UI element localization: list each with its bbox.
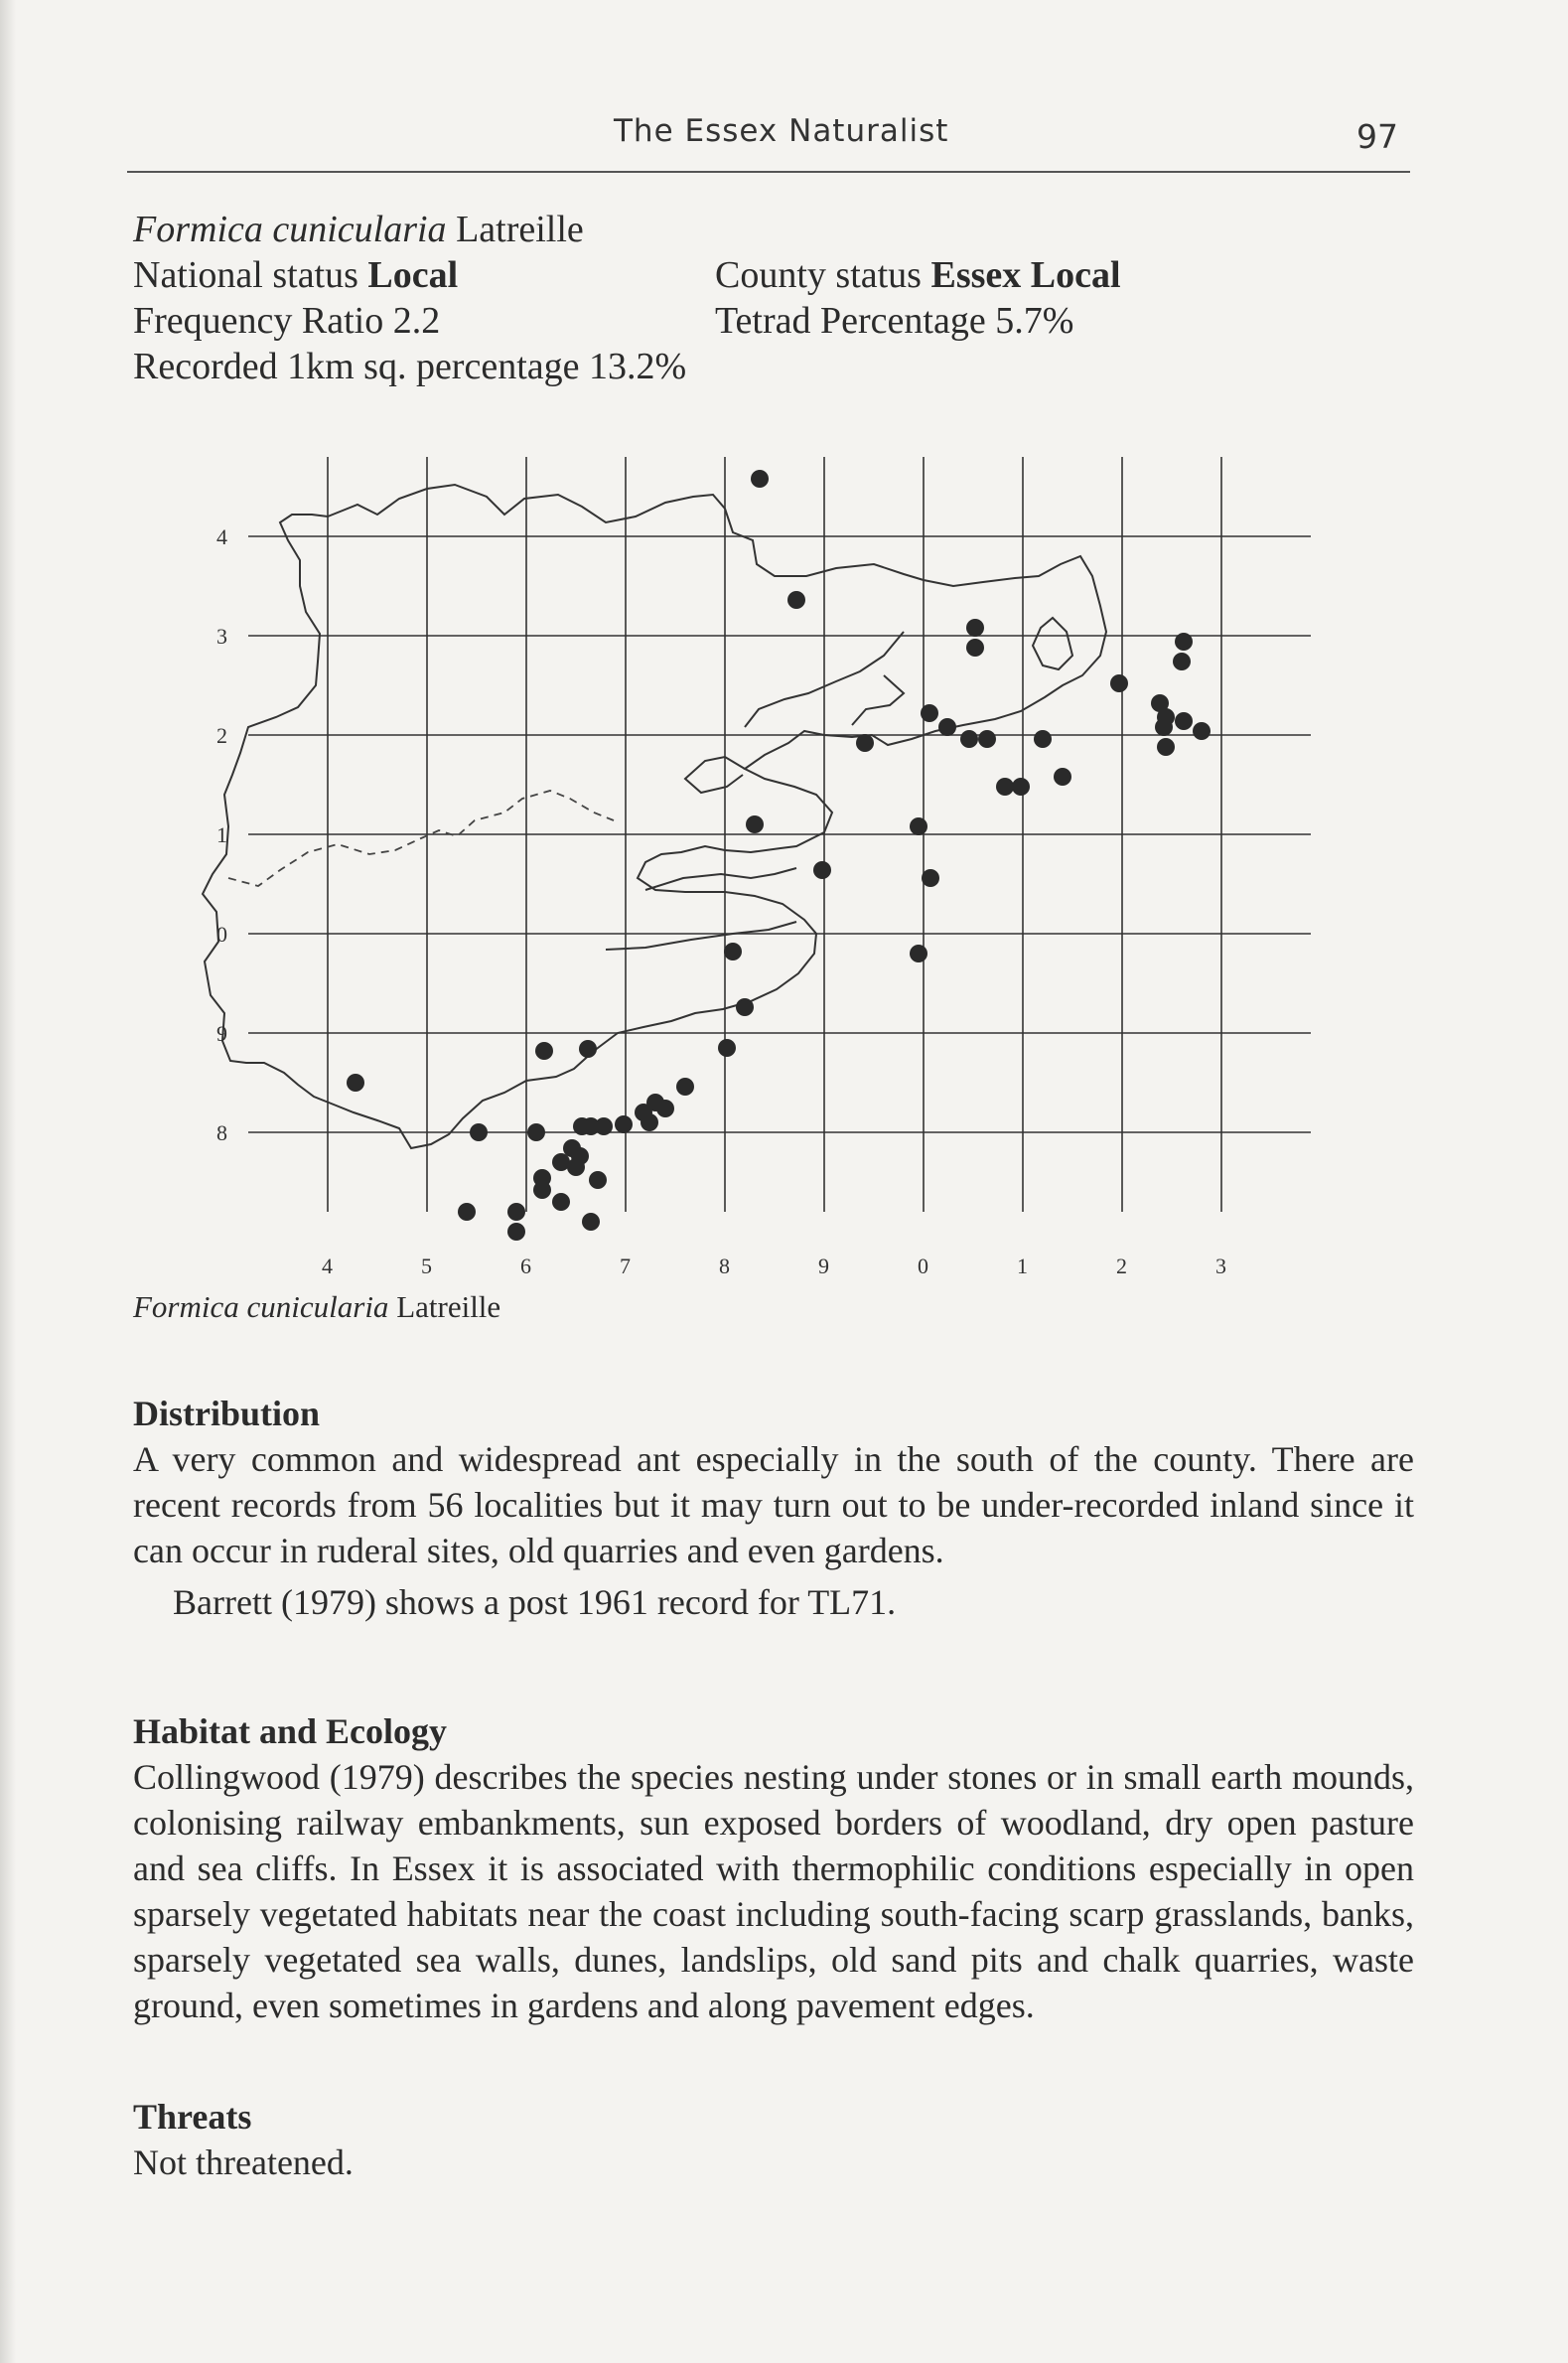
county-outline xyxy=(203,485,1106,1148)
record-dot xyxy=(533,1181,551,1199)
record-dot xyxy=(787,591,805,609)
species-author: Latreille xyxy=(456,209,584,250)
record-dots xyxy=(347,470,1211,1241)
column-label: 0 xyxy=(918,1254,928,1278)
record-dot xyxy=(910,817,927,835)
row-label: 0 xyxy=(216,922,227,947)
record-dot xyxy=(938,718,956,736)
tetrad-percentage-value: 5.7% xyxy=(995,300,1074,342)
record-dot xyxy=(641,1113,658,1131)
record-dot xyxy=(921,704,938,722)
row-label: 2 xyxy=(216,723,227,748)
record-dot xyxy=(676,1078,694,1096)
county-coastline xyxy=(203,485,1106,1148)
national-status-label: National status xyxy=(133,254,358,296)
distribution-paragraph-1: A very common and widespread ant especially in the south of the county. There are recent records from 56 localities but it may turn out to be under-recorded inland since it can occur in ruderal sites, old quarries and even gardens. xyxy=(133,1439,1414,1570)
row-label: 4 xyxy=(216,524,227,549)
record-dot xyxy=(966,619,984,637)
tetrad-percentage xyxy=(715,298,1073,344)
estuary-south xyxy=(606,868,796,950)
record-dot xyxy=(996,778,1014,796)
record-dot xyxy=(1193,722,1211,740)
distribution-section xyxy=(133,1391,1414,1625)
species-title xyxy=(133,207,584,252)
column-label: 1 xyxy=(1017,1254,1028,1278)
estuary-middle xyxy=(685,757,745,793)
page-number: 97 xyxy=(1356,117,1398,156)
threats-paragraph: Not threatened. xyxy=(133,2142,354,2182)
national-status-value: Local xyxy=(367,254,459,296)
county-status xyxy=(715,252,1121,298)
row-label: 8 xyxy=(216,1120,227,1145)
record-dot xyxy=(813,861,831,879)
frequency-ratio xyxy=(133,298,440,344)
record-dot xyxy=(458,1203,476,1221)
record-dot xyxy=(552,1193,570,1211)
column-label: 3 xyxy=(1215,1254,1226,1278)
column-label: 5 xyxy=(421,1254,432,1278)
london-boundary-dashed xyxy=(228,791,614,886)
record-dot xyxy=(552,1153,570,1171)
column-label: 7 xyxy=(620,1254,631,1278)
record-dot xyxy=(470,1123,488,1141)
record-dot xyxy=(1157,738,1175,756)
column-label: 8 xyxy=(719,1254,730,1278)
tetrad-percentage-label: Tetrad Percentage xyxy=(715,300,986,342)
national-status xyxy=(133,252,458,298)
row-label: 9 xyxy=(216,1021,227,1046)
column-label: 4 xyxy=(322,1254,333,1278)
record-dot xyxy=(527,1123,545,1141)
threats-heading: Threats xyxy=(133,2097,252,2137)
county-status-label: County status xyxy=(715,254,922,296)
islands-northeast xyxy=(1033,618,1072,669)
species-name: Formica cunicularia xyxy=(133,209,447,250)
record-dot xyxy=(582,1213,600,1231)
record-dot xyxy=(746,815,764,833)
frequency-ratio-label: Frequency Ratio xyxy=(133,300,384,342)
record-dot xyxy=(960,730,978,748)
distribution-heading: Distribution xyxy=(133,1394,321,1433)
distribution-map-svg xyxy=(189,437,1341,1321)
frequency-ratio-value: 2.2 xyxy=(392,300,441,342)
grid-labels xyxy=(216,524,1226,1278)
record-dot xyxy=(656,1100,674,1117)
record-dot xyxy=(736,998,754,1016)
recorded-percentage xyxy=(133,344,686,389)
distribution-map xyxy=(189,437,1341,1321)
record-dot xyxy=(922,869,939,887)
record-dot xyxy=(507,1203,525,1221)
record-dot xyxy=(579,1040,597,1058)
record-dot xyxy=(1155,718,1173,736)
record-dot xyxy=(718,1039,736,1057)
record-dot xyxy=(1175,712,1193,730)
record-dot xyxy=(751,470,769,488)
map-caption xyxy=(133,1289,500,1325)
record-dot xyxy=(1110,674,1128,692)
page-edge-shadow xyxy=(0,0,16,2363)
record-dot xyxy=(1173,653,1191,670)
record-dot xyxy=(1175,633,1193,651)
running-title: The Essex Naturalist xyxy=(614,113,949,149)
record-dot xyxy=(615,1115,633,1133)
county-status-value: Essex Local xyxy=(930,254,1121,296)
running-header xyxy=(127,111,1410,173)
column-label: 2 xyxy=(1116,1254,1127,1278)
record-dot xyxy=(507,1223,525,1241)
recorded-percentage-value: 13.2% xyxy=(589,346,687,387)
record-dot xyxy=(978,730,996,748)
distribution-paragraph-2: Barrett (1979) shows a post 1961 record for TL71. xyxy=(173,1582,897,1622)
map-grid xyxy=(248,457,1311,1212)
record-dot xyxy=(1012,778,1030,796)
row-label: 1 xyxy=(216,822,227,847)
record-dot xyxy=(1054,768,1071,786)
record-dot xyxy=(1034,730,1052,748)
threats-section xyxy=(133,2094,1414,2185)
habitat-paragraph: Collingwood (1979) describes the species nesting under stones or in small earth mounds, colonising railway embankments, sun exposed borders of woodland, dry open pasture and sea cliffs. In Essex it is associated with thermophilic conditions especially in open sparsely vegetated habitats near the coast including south-facing scarp grasslands, banks, sparsely vegetated sea walls, dunes, landslips, old sand pits and chalk quarries, waste ground, even sometimes in gardens and along pavement edges. xyxy=(133,1757,1414,2025)
caption-author: Latreille xyxy=(396,1289,501,1324)
column-label: 6 xyxy=(520,1254,531,1278)
record-dot xyxy=(535,1042,553,1060)
record-dot xyxy=(347,1074,364,1092)
record-dot xyxy=(856,734,874,752)
record-dot xyxy=(910,945,927,962)
column-label: 9 xyxy=(818,1254,829,1278)
record-dot xyxy=(573,1117,591,1135)
record-dot xyxy=(966,639,984,657)
caption-species-name: Formica cunicularia xyxy=(133,1289,389,1324)
habitat-heading: Habitat and Ecology xyxy=(133,1711,448,1751)
habitat-section xyxy=(133,1708,1414,2028)
row-label: 3 xyxy=(216,624,227,649)
recorded-percentage-label: Recorded 1km sq. percentage xyxy=(133,346,580,387)
record-dot xyxy=(724,943,742,960)
record-dot xyxy=(589,1171,607,1189)
